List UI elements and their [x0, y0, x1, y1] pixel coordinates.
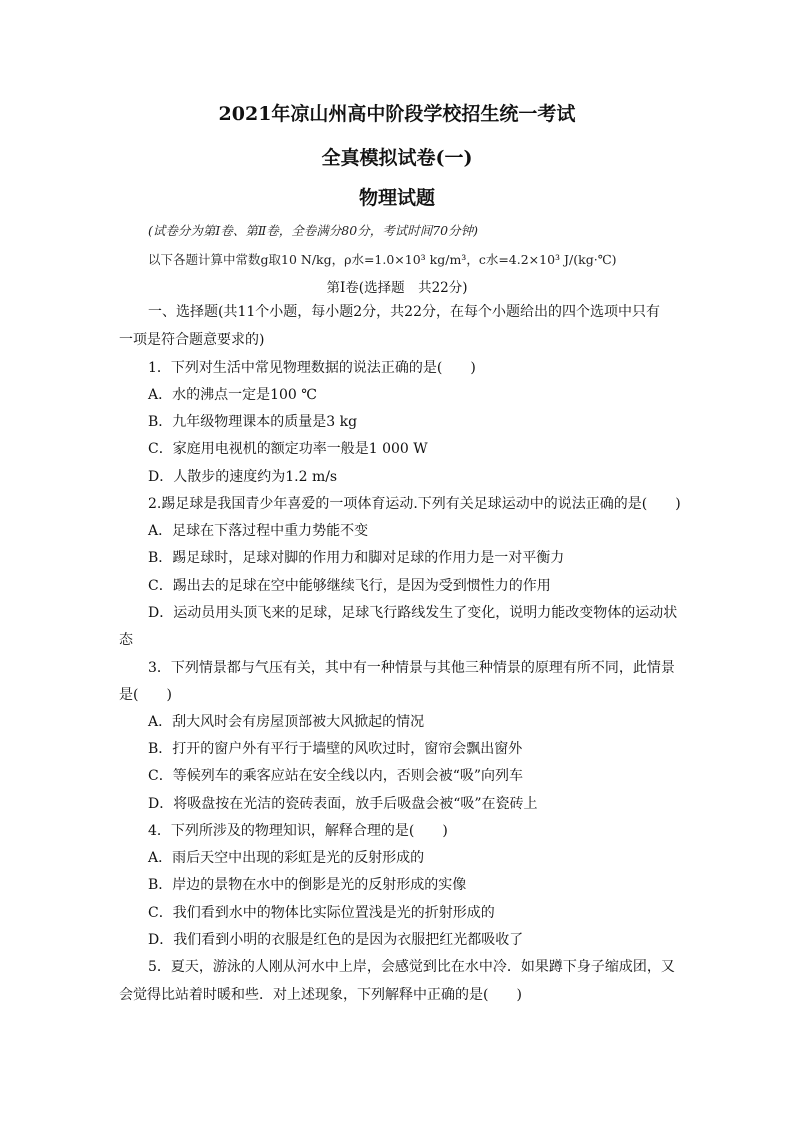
question-stem: 1．下列对生活中常见物理数据的说法正确的是( ) — [148, 360, 476, 376]
option-d: D．将吸盘按在光洁的瓷砖表面，放手后吸盘会被“吸”在瓷砖上 — [148, 796, 538, 812]
option-a: A．雨后天空中出现的彩虹是光的反射形成的 — [148, 850, 425, 866]
question-stem: 3．下列情景都与气压有关，其中有一种情景与其他三种情景的原理有所不同，此情景 — [148, 660, 675, 676]
option-d: D．我们看到小明的衣服是红色的是因为衣服把红光都吸收了 — [148, 932, 524, 948]
option-b: B．岸边的景物在水中的倒影是光的反射形成的实像 — [148, 877, 467, 893]
option-d-continued: 态 — [119, 632, 133, 648]
option-d: D．人散步的速度约为1.2 m/s — [148, 469, 338, 485]
option-a: A．刮大风时会有房屋顶部被大风掀起的情况 — [148, 714, 425, 730]
option-c: C．家庭用电视机的额定功率一般是1 000 W — [148, 441, 428, 457]
constants-note: 以下各题计算中常数g取10 N/kg，ρ水=1.0×10³ kg/m³，c水=4.2×10³ J/(kg·℃) — [148, 252, 617, 267]
question-stem: 5．夏天，游泳的人刚从河水中上岸，会感觉到比在水中冷．如果蹲下身子缩成团，又 — [148, 959, 675, 975]
exam-title: 2021年凉山州高中阶段学校招生统一考试 — [218, 103, 576, 125]
question-stem-continued: 会觉得比站着时暖和些．对上述现象，下列解释中正确的是( ) — [119, 987, 522, 1003]
exam-subtitle: 全真模拟试卷(一) — [321, 147, 473, 169]
option-b: B．打开的窗户外有平行于墙壁的风吹过时，窗帘会飘出窗外 — [148, 741, 523, 757]
option-b: B．九年级物理课本的质量是3 kg — [148, 414, 358, 430]
section-title: 第Ⅰ卷(选择题 共22分) — [326, 280, 468, 296]
question-stem: 2.踢足球是我国青少年喜爱的一项体育运动.下列有关足球运动中的说法正确的是( ) — [148, 496, 681, 512]
exam-info-note: (试卷分为第Ⅰ卷、第Ⅱ卷，全卷满分80分，考试时间70分钟) — [148, 223, 478, 238]
option-c: C．我们看到水中的物体比实际位置浅是光的折射形成的 — [148, 905, 495, 921]
section-intro: 一、选择题(共11个小题，每小题2分，共22分，在每个小题给出的四个选项中只有 — [148, 304, 660, 320]
section-intro: 一项是符合题意要求的) — [119, 332, 265, 348]
question-stem-continued: 是( ) — [119, 687, 172, 703]
option-a: A．水的沸点一定是100 ℃ — [148, 387, 317, 403]
subject-title: 物理试题 — [358, 187, 435, 209]
question-stem: 4．下列所涉及的物理知识，解释合理的是( ) — [148, 823, 448, 839]
option-b: B．踢足球时，足球对脚的作用力和脚对足球的作用力是一对平衡力 — [148, 550, 565, 566]
option-d: D．运动员用头顶飞来的足球，足球飞行路线发生了变化，说明力能改变物体的运动状 — [148, 605, 678, 621]
option-c: C．等候列车的乘客应站在安全线以内，否则会被“吸”向列车 — [148, 768, 524, 784]
option-a: A．足球在下落过程中重力势能不变 — [148, 523, 369, 539]
option-c: C．踢出去的足球在空中能够继续飞行，是因为受到惯性力的作用 — [148, 578, 551, 594]
